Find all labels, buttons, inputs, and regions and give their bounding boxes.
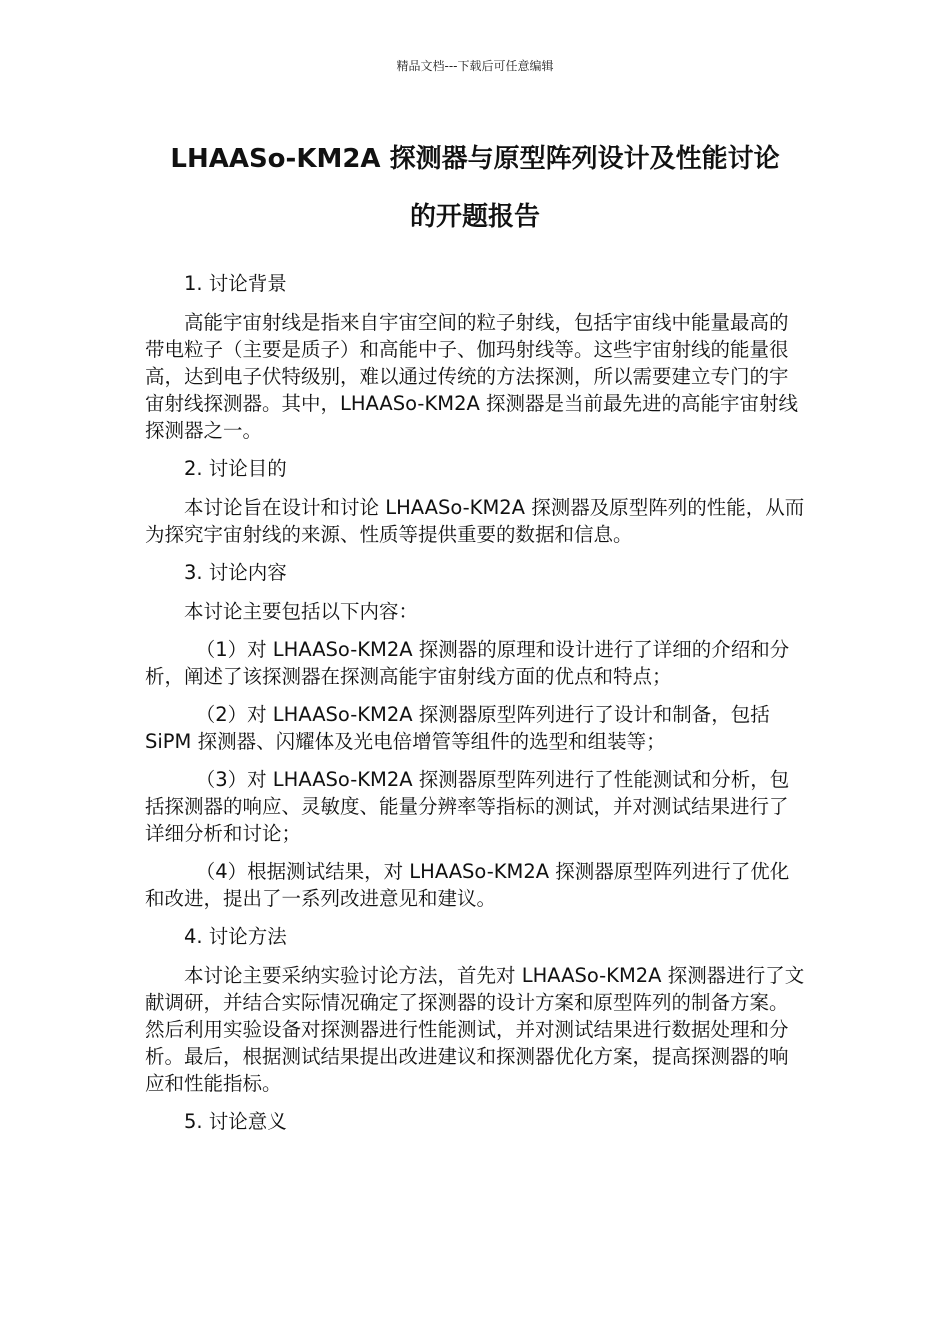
- list-item-content-2: （2）对 LHAASo-KM2A 探测器原型阵列进行了设计和制备，包括 SiPM 探测器、闪耀体及光电倍增管等组件的选型和组装等；: [145, 703, 770, 753]
- paragraph-method: 本讨论主要采纳实验讨论方法，首先对 LHAASo-KM2A 探测器进行了文献调研，并结合实际情况确定了探测器的设计方案和原型阵列的制备方案。然后利用实验设备对探测器进行性能测试，并对测试结果进行数据处理和分析。最后，根据测试结果提出改进建议和探测器优化方案，提高探测器的响应和性能指标。: [145, 964, 805, 1095]
- document-body: [145, 270, 805, 1147]
- section-heading-background: 1. 讨论背景: [184, 272, 287, 295]
- list-item-content-1: （1）对 LHAASo-KM2A 探测器的原理和设计进行了详细的介绍和分析，阐述了该探测器在探测高能宇宙射线方面的优点和特点；: [145, 638, 790, 688]
- paragraph-content-intro: 本讨论主要包括以下内容：: [184, 600, 419, 623]
- document-title-line1: LHAASo-KM2A 探测器与原型阵列设计及性能讨论: [170, 144, 780, 174]
- paragraph-purpose: 本讨论旨在设计和讨论 LHAASo-KM2A 探测器及原型阵列的性能，从而为探究宇宙射线的来源、性质等提供重要的数据和信息。: [145, 496, 805, 546]
- section-heading-method: 4. 讨论方法: [184, 925, 287, 948]
- list-item-content-4: （4）根据测试结果，对 LHAASo-KM2A 探测器原型阵列进行了优化和改进，提出了一系列改进意见和建议。: [145, 860, 790, 910]
- document-title-line2: 的开题报告: [409, 202, 540, 232]
- header-note: 精品文档---下载后可任意编辑: [396, 59, 554, 73]
- section-heading-content: 3. 讨论内容: [184, 561, 287, 584]
- section-heading-significance: 5. 讨论意义: [184, 1110, 287, 1133]
- paragraph-background: 高能宇宙射线是指来自宇宙空间的粒子射线，包括宇宙线中能量最高的带电粒子（主要是质子）和高能中子、伽玛射线等。这些宇宙射线的能量很高，达到电子伏特级别，难以通过传统的方法探测，所以需要建立专门的宇宙射线探测器。其中，LHAASo-KM2A 探测器是当前最先进的高能宇宙射线探测器之一。: [145, 311, 799, 442]
- list-item-content-3: （3）对 LHAASo-KM2A 探测器原型阵列进行了性能测试和分析，包括探测器的响应、灵敏度、能量分辨率等指标的测试，并对测试结果进行了详细分析和讨论；: [145, 768, 790, 845]
- section-heading-purpose: 2. 讨论目的: [184, 457, 287, 480]
